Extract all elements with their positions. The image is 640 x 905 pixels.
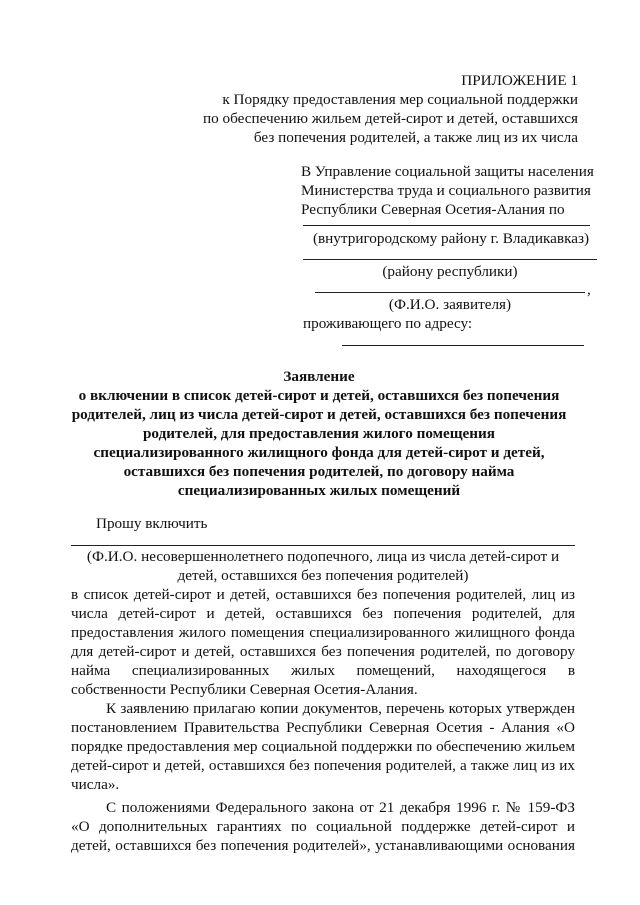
header-line-1: к Порядку предоставления мер социальной поддержки xyxy=(222,91,578,108)
title-line-4: специализированного жилищного фонда для детей-сирот и детей, xyxy=(93,444,545,461)
paragraph-1-line-1: в список детей-сирот и детей, оставшихся без попечения родителей, лиц из xyxy=(71,586,575,603)
document-title: Заявление xyxy=(283,368,355,385)
fio-comma: , xyxy=(587,281,591,298)
region-blank-line xyxy=(303,259,597,260)
district-blank-line xyxy=(303,225,590,226)
ward-fio-blank-line xyxy=(71,545,575,546)
title-line-2: родителей, лиц из числа детей-сирот и детей, оставшихся без попечения xyxy=(71,406,567,423)
ward-hint-line-2: детей, оставшихся без попечения родителей) xyxy=(177,567,469,584)
ward-hint-line-1: (Ф.И.О. несовершеннолетнего подопечного, лица из числа детей-сирот и xyxy=(86,548,560,565)
addressee-line-3: Республики Северная Осетия-Алания по xyxy=(301,201,565,218)
paragraph-2-line-3: порядке предоставления мер социальной поддержки по обеспечению жильем xyxy=(71,738,575,755)
paragraph-2-line-2: постановлением Правительства Республики Северная Осетия - Алания «О xyxy=(71,719,575,736)
address-label: проживающего по адресу: xyxy=(303,315,473,332)
paragraph-1-line-5: найма специализированных жилых помещений, находящегося в xyxy=(71,662,575,679)
appendix-number: ПРИЛОЖЕНИЕ 1 xyxy=(461,72,578,89)
paragraph-1-line-4: для детей-сирот и детей, оставшихся без попечения родителей, по договору xyxy=(71,643,575,660)
paragraph-1-line-2: числа детей-сирот и детей, оставшихся без попечения родителей, для xyxy=(71,605,575,622)
addressee-line-2: Министерства труда и социального развития xyxy=(301,182,591,199)
paragraph-3-line-3: детей, оставшихся без попечения родителей», устанавливающими основания xyxy=(71,837,575,854)
applicant-fio-hint: (Ф.И.О. заявителя) xyxy=(388,296,512,313)
paragraph-1-line-6: собственности Республики Северная Осетия-Алания. xyxy=(71,681,418,698)
paragraph-2-line-1: К заявлению прилагаю копии документов, перечень которых утвержден xyxy=(106,700,575,717)
addressee-line-1: В Управление социальной защиты населения xyxy=(301,163,594,180)
paragraph-3-line-1: С положениями Федерального закона от 21 декабря 1996 г. № 159-ФЗ xyxy=(106,799,575,816)
address-blank-line xyxy=(342,345,584,346)
header-line-3: без попечения родителей, а также лиц из их числа xyxy=(253,129,578,146)
applicant-fio-blank-line xyxy=(315,292,585,293)
paragraph-2-line-5: числа». xyxy=(71,776,120,793)
title-line-3: родителей, для предоставления жилого помещения xyxy=(142,425,496,442)
title-line-6: специализированных жилых помещений xyxy=(177,482,461,499)
request-text: Прошу включить xyxy=(96,515,208,532)
title-line-5: оставшихся без попечения родителей, по договору найма xyxy=(123,463,515,480)
region-hint: (району республики) xyxy=(382,263,518,280)
title-line-1: о включении в список детей-сирот и детей, оставшихся без попечения xyxy=(78,387,560,404)
paragraph-2-line-4: детей-сирот и детей, оставшихся без попечения родителей, а также лиц из их xyxy=(71,757,575,774)
header-line-2: по обеспечению жильем детей-сирот и детей, оставшихся xyxy=(202,110,578,127)
district-hint: (внутригородскому району г. Владикавказ) xyxy=(312,230,590,247)
paragraph-3-line-2: «О дополнительных гарантиях по социальной поддержке детей-сирот и xyxy=(71,818,575,835)
paragraph-1-line-3: предоставления жилого помещения специализированного жилищного фонда xyxy=(71,624,575,641)
